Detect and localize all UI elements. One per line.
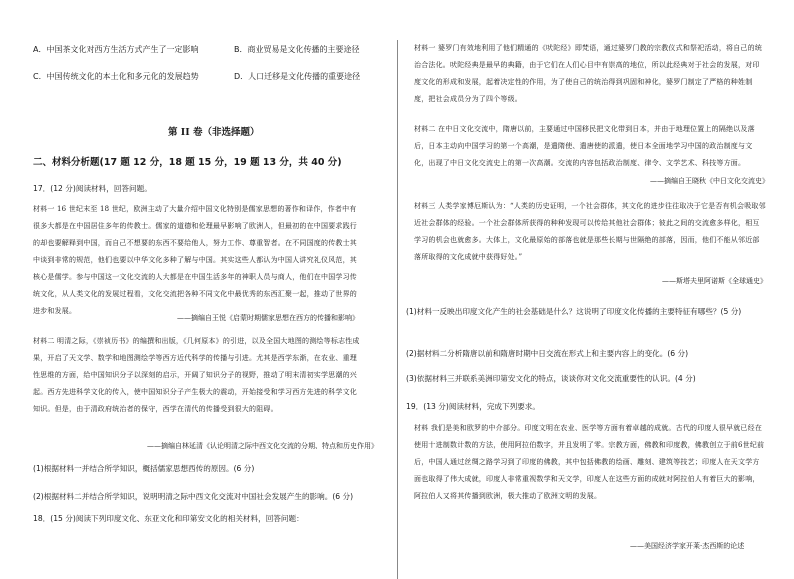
q18-material-3-source: ——斯塔夫里阿诺斯《全球通史》 (662, 277, 767, 285)
option-c[interactable]: C．中国传统文化的本土化和多元化的发展趋势 (33, 72, 199, 81)
q17-material-1: 材料一 16 世纪末至 18 世纪，欧洲主动了大量介绍中国文化特别是儒家思想的著作和译作，作者中有很多大都是在中国居住多年的传教士。儒家的道德和伦理最早影响了欧洲人，但最初的在中国要求践行的却也要解释到中国，而自己不想要的东西不要给他人，努力工作、尊重智者。在不同国度的传教士其中谈到非常的规范，他们也要以中华文化多种了解与中国。其实这些人都认为中国人讲究礼仪风范，其核心是儒学。参与中国这一文化交流的人大都是在中国生活多年的神职人员与商人，他们在中国学习传统文化，从人类文化的发展过程看，文化交流把各种不同文化中最优秀的东西汇聚一起，推动了世界的进步和发展。 (33, 205, 357, 315)
q18-material-2-source: ——摘编自王晓秋《中日文化交流史》 (650, 177, 769, 185)
q19-material: 材料 我们是美和欧罗的中介部分。印度文明在农业、医学等方面有着卓越的成就。古代的印度人很早就已经在使用十进制数计数的方法，使用阿拉伯数字，并且发明了零。宗教方面，佛教和印度教，佛教创立于前6世纪前后，中国人通过丝绸之路学习到了印度的佛教，其中包括佛教的绘画、雕刻、建筑等技艺；印度人在天文学方面也取得了伟大成就，印度人非常重视数学和天文学，印度人在这些方面的成就对阿拉伯人有着巨大的影响，阿拉伯人又将其传播到欧洲，极大推动了欧洲文明的发展。 (414, 424, 765, 500)
option-a[interactable]: A．中国茶文化对西方生活方式产生了一定影响 (33, 45, 199, 54)
q19-material-source: ——美国经济学家开莱·杰西斯的论述 (630, 542, 745, 550)
q18-stem: 18．(15 分)阅读下列印度文化、东亚文化和印第安文化的相关材料，回答问题： (33, 514, 304, 523)
q18-material-3: 材料三 人类学家博厄斯认为：“人类的历史证明，一个社会群体，其文化的进步往往取决于它是否有机会吸取邻近社会群体的经验。一个社会群体所获得的种种发现可以传给其他社会群体；彼此之间的交流愈多样化，相互学习的机会也就愈多。大体上，文化最原始的部落也就是那些长期与世隔绝的部落，因而，他们不能从邻近部落所取得的文化成就中获得好处。” (414, 202, 766, 261)
q17-material-2-source: ——摘编自林延清《认论明清之际中西文化交流的分期、特点和历史作用》 (147, 442, 378, 450)
part-title: 第 II 卷（非选择题） (168, 127, 260, 138)
q18-subquestion-1: (1)材料一反映出印度文化产生的社会基础是什么？这说明了印度文化传播的主要特征有哪些？(5 分) (406, 307, 742, 316)
column-divider (397, 40, 398, 579)
q17-stem: 17．(12 分)阅读材料，回答问题。 (33, 184, 152, 193)
q19-stem: 19．(13 分)阅读材料，完成下列要求。 (406, 402, 540, 411)
q18-material-2: 材料二 在中日文化交流中，隋唐以前，主要通过中国移民把文化带到日本，并由于地理位置上的隔绝以及落后，日本主动向中国学习的第一个高潮，是遣隋使、遣唐使的派遣，使日本全面地学习中国的政治制度与文化，出现了中日文化交流史上的第一次高潮。交流的内容包括政治制度、律令、文学艺术、科技等方面。 (414, 125, 755, 167)
q18-subquestion-2: (2)据材料二分析隋唐以前和隋唐时期中日交流在形式上和主要内容上的变化。(6 分) (406, 349, 689, 358)
q18-material-1: 材料一 婆罗门有效地利用了他们精通的《吠陀经》即梵语，通过婆罗门教的宗教仪式和祭祀活动，将自己的统治合法化。吠陀经典是最早的典籍，由于它们在人们心目中有崇高的地位，所以此经典对于社会的发展，对印度文化的形成和发展，起着决定性的作用，为了使自己的统治得到巩固和神化，婆罗门制定了严格的种姓制度，把社会成员分为了四个等级。 (414, 44, 763, 103)
option-b[interactable]: B．商业贸易是文化传播的主要途径 (234, 45, 360, 54)
section-title: 二、材料分析题(17 题 12 分，18 题 15 分，19 题 13 分，共 40 分) (33, 157, 342, 168)
q17-subquestion-1: (1)根据材料一并结合所学知识，概括儒家思想西传的原因。(6 分) (33, 464, 255, 473)
q18-subquestion-3: (3)依据材料三并联系美洲印第安文化的特点，谈谈你对文化交流重要性的认识。(4 分) (406, 374, 696, 383)
q17-material-1-source: ——摘编自王悦《启蒙时期儒家思想在西方的传播和影响》 (177, 314, 359, 322)
q17-subquestion-2: (2)根据材料二并结合所学知识，说明明清之际中西文化交流对中国社会发展产生的影响。(6 分) (33, 492, 354, 501)
option-d[interactable]: D．人口迁移是文化传播的重要途径 (234, 72, 361, 81)
q17-material-2: 材料二 明清之际，《崇祯历书》的编撰和出版，《几何原本》的引进，以及全国大地图的测绘等标志性成果，开启了天文学、数学和地图测绘学等西方近代科学的传播与引进。尤其是西学东渐，在农业、重理性思维的方面，给中国知识分子以深刻的启示，开阔了知识分子的视野，推动了明末清初实学思潮的兴起。西方先进科学文化的传入，使中国知识分子产生极大的震动，开始接受和学习西方先进的科学文化知识。但是，由于清政府统治者的保守，西学在清代的传播受到很大的阻碍。 (33, 337, 360, 413)
